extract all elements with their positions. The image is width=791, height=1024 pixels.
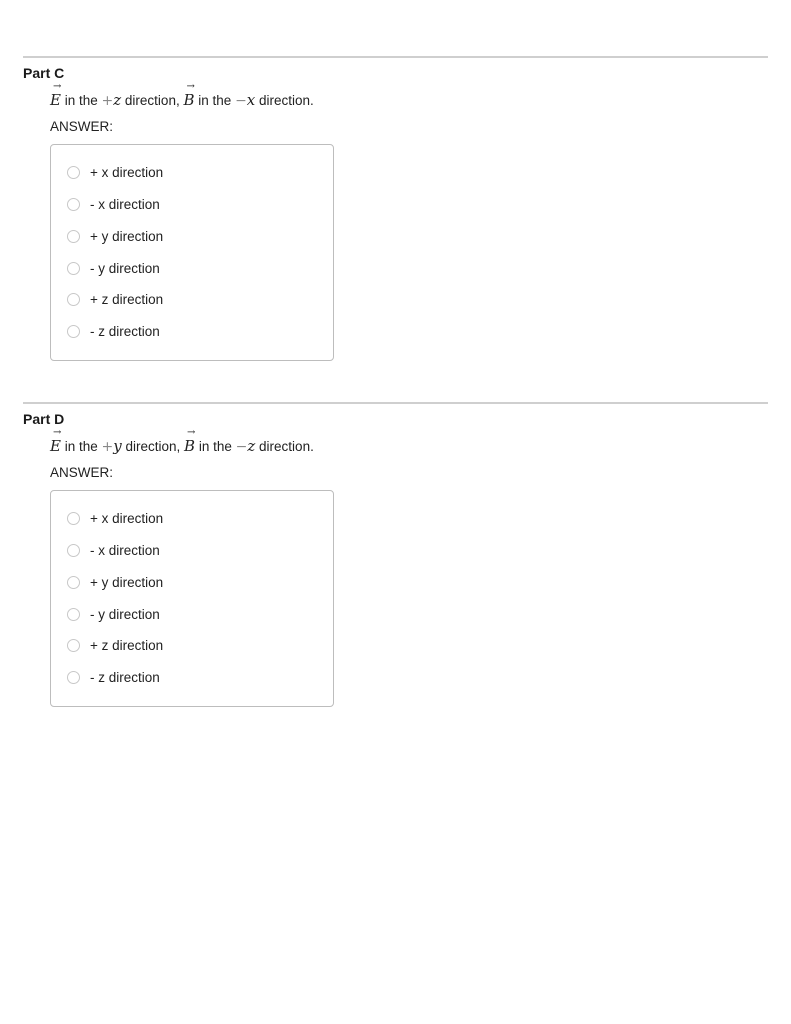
radio-button[interactable] [67,608,80,621]
part-c [0,56,791,376]
answer-label: ANSWER: [50,119,114,134]
question-text: → E in the +y direction, → B in the −z direction. [50,427,314,455]
radio-button[interactable] [67,166,80,179]
part-d [0,402,791,722]
question-text: → E in the +z direction, → B in the −x direction. [50,81,314,109]
vector-b: → B [184,427,196,455]
vector-e: → E [50,427,62,455]
vector-arrow-icon: → [53,427,62,438]
option-plus-y[interactable]: + y direction [67,572,163,592]
radio-button[interactable] [67,639,80,652]
part-title: Part D [23,411,65,427]
radio-button[interactable] [67,293,80,306]
vector-arrow-icon: → [53,81,62,92]
radio-button[interactable] [67,325,80,338]
answer-options [50,144,334,361]
option-minus-z[interactable]: - z direction [67,321,160,341]
radio-button[interactable] [67,671,80,684]
option-minus-y[interactable]: - y direction [67,604,160,624]
answer-label: ANSWER: [50,465,114,480]
vector-arrow-icon: → [186,81,195,92]
part-title: Part C [23,65,65,81]
section-divider [23,56,768,58]
option-plus-x[interactable]: + x direction [67,162,163,182]
option-minus-z[interactable]: - z direction [67,667,160,687]
answer-options [50,490,334,707]
option-minus-x[interactable]: - x direction [67,194,160,214]
radio-button[interactable] [67,262,80,275]
radio-button[interactable] [67,544,80,557]
vector-arrow-icon: → [187,427,196,438]
radio-button[interactable] [67,576,80,589]
vector-e: → E [50,81,62,109]
radio-button[interactable] [67,198,80,211]
option-plus-x[interactable]: + x direction [67,508,163,528]
option-minus-y[interactable]: - y direction [67,258,160,278]
option-minus-x[interactable]: - x direction [67,540,160,560]
section-divider [23,402,768,404]
option-plus-z[interactable]: + z direction [67,635,163,655]
radio-button[interactable] [67,230,80,243]
option-plus-y[interactable]: + y direction [67,226,163,246]
vector-b: → B [183,81,195,109]
radio-button[interactable] [67,512,80,525]
option-plus-z[interactable]: + z direction [67,289,163,309]
